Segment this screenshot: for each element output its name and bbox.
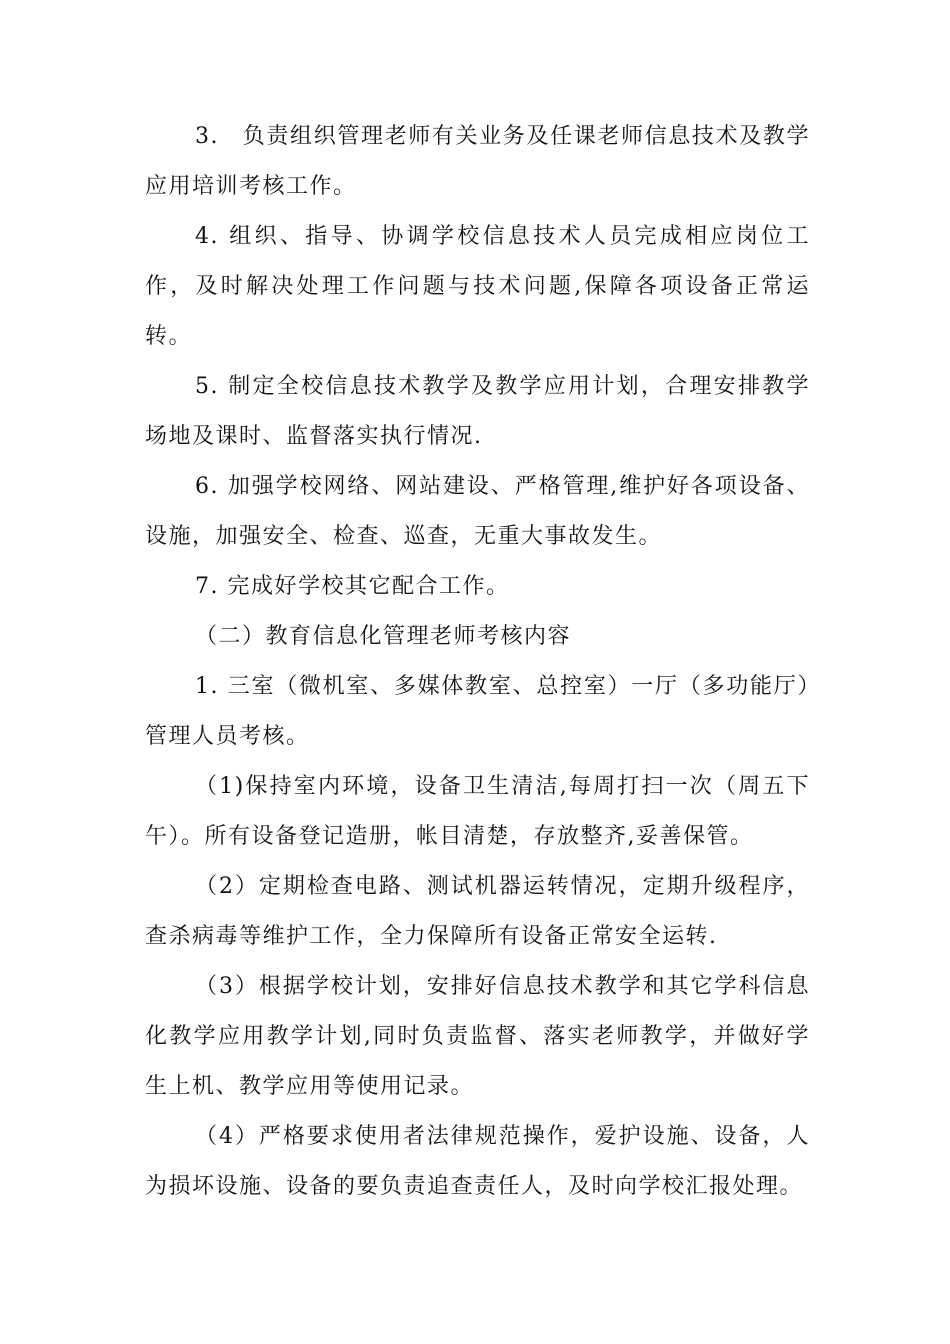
paragraph-item-6: 6. 加强学校网络、网站建设、严格管理,维护好各项设备、设施，加强安全、检查、巡查，无重大事故发生。 <box>145 474 810 549</box>
paragraph-item-3: 3. 负责组织管理老师有关业务及任课老师信息技术及教学应用培训考核工作。 <box>145 124 810 199</box>
paragraph-item-7: 7. 完成好学校其它配合工作。 <box>195 574 510 599</box>
paragraph-subitem-1-4: （4）严格要求使用者法律规范操作，爱护设施、设备，人为损坏设施、设备的要负责追查责任人，及时向学校汇报处理。 <box>145 1124 810 1199</box>
section-heading: （二）教育信息化管理老师考核内容 <box>195 624 572 649</box>
paragraph-subitem-1-1: （1)保持室内环境，设备卫生清洁,每周打扫一次（周五下午）。所有设备登记造册，帐目清楚，存放整齐,妥善保管。 <box>145 774 810 849</box>
paragraph-item-4: 4. 组织、指导、协调学校信息技术人员完成相应岗位工作，及时解决处理工作问题与技术问题,保障各项设备正常运转。 <box>145 224 810 349</box>
paragraph-subitem-1-3: （3）根据学校计划，安排好信息技术教学和其它学科信息化教学应用教学计划,同时负责监督、落实老师教学，并做好学生上机、教学应用等使用记录。 <box>145 974 810 1099</box>
document-body <box>145 112 810 1212</box>
paragraph-subitem-1: 1. 三室（微机室、多媒体教室、总控室）一厅（多功能厅）管理人员考核。 <box>145 674 810 749</box>
paragraph-item-5: 5. 制定全校信息技术教学及教学应用计划，合理安排教学场地及课时、监督落实执行情况. <box>145 374 810 449</box>
paragraph-subitem-1-2: （2）定期检查电路、测试机器运转情况，定期升级程序，查杀病毒等维护工作，全力保障所有设备正常安全运转. <box>145 874 810 949</box>
